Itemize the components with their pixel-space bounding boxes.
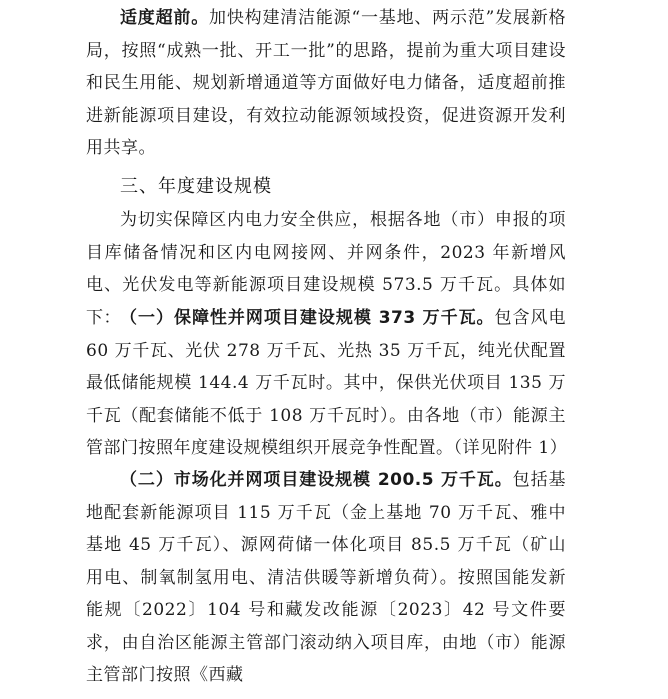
paragraph-body-moderately-ahead: 加快构建清洁能源“一基地、两示范”发展新格局，按照“成熟一批、开工一批”的思路，提前为重大项目建设和民生用能、规划新增通道等方面做好电力储备，适度超前推进新能源项目建设，有效拉动能源领域投资，促进资源开发利用共享。 [86, 8, 566, 158]
paragraph-body-guaranteed-grid-projects: 包含风电 60 万千瓦、光伏 278 万千瓦、光热 35 万千瓦，纯光伏配置最低储能规模 144.4 万千瓦时。其中，保供光伏项目 135 万千瓦（配套储能不低于 108 万千瓦时）。由各地（市）能源主管部门按照年度建设规模组织开展竞争性配置。（详见附件 1） [86, 308, 568, 458]
paragraph-moderately-ahead [86, 2, 566, 165]
paragraph-lead-market-grid-projects: （二）市场化并网项目建设规模 200.5 万千瓦。 [120, 470, 513, 490]
paragraph-body-annual-scale-intro: 为切实保障区内电力安全供应，根据各地（市）申报的项目库储备情况和区内电网接网、并网条件，2023 年新增风电、光伏发电等新能源项目建设规模 573.5 万千瓦。具体如下： [86, 210, 566, 328]
paragraph-lead-guaranteed-grid-projects: （一）保障性并网项目建设规模 373 万千瓦。 [120, 308, 495, 328]
paragraph-guaranteed-grid-projects [86, 302, 566, 465]
paragraph-lead-moderately-ahead: 适度超前。 [120, 8, 210, 28]
section-title-annual-scale: 三、年度建设规模 [120, 176, 272, 197]
paragraph-market-grid-projects [86, 464, 566, 692]
paragraph-body-market-grid-projects: 包括基地配套新能源项目 115 万千瓦（金上基地 70 万千瓦、雅中基地 45 万千瓦）、源网荷储一体化项目 85.5 万千瓦（矿山用电、制氧制氢用电、清洁供暖等新增负荷）。按照国能发新能规〔2022〕104 号和藏发改能源〔2023〕42 号文件要求，由自治区能源主管部门滚动纳入项目库，由地（市）能源主管部门按照《西藏 [86, 470, 567, 685]
